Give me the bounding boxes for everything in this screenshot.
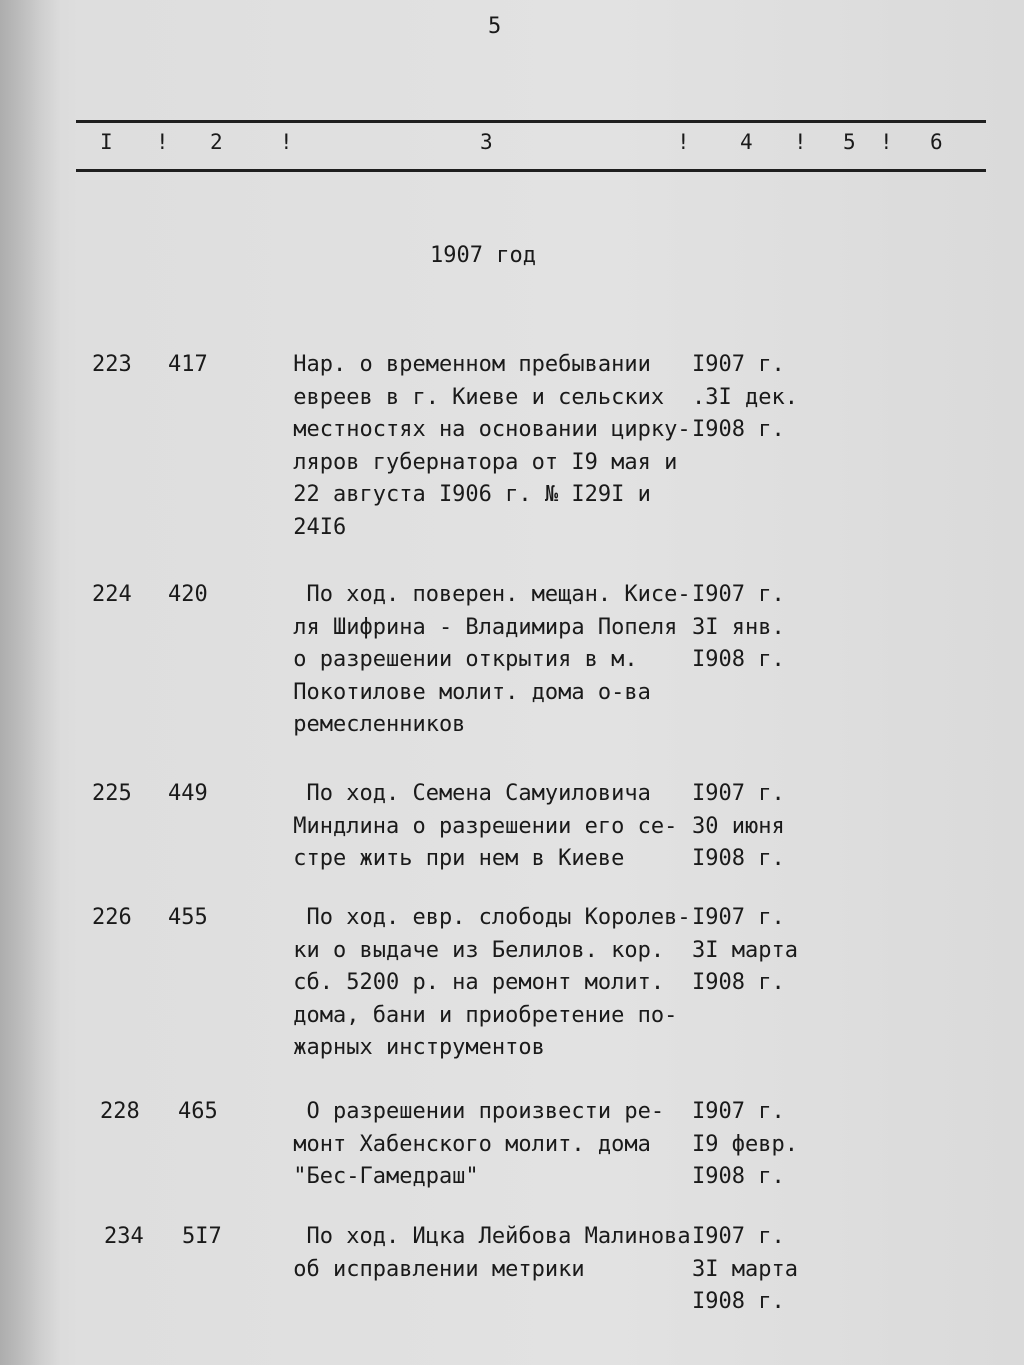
header-separator: ! <box>677 130 690 154</box>
file-number: 465 <box>178 1099 218 1124</box>
header-separator: ! <box>156 130 169 154</box>
header-separator: ! <box>794 130 807 154</box>
file-number: 420 <box>168 582 208 607</box>
entry-dates <box>692 902 822 1000</box>
date-day-month: 3I янв. <box>692 614 785 640</box>
entry-number: 226 <box>92 905 132 930</box>
date-start-year: I907 г. <box>692 352 785 377</box>
entry-description <box>280 1096 690 1194</box>
date-day-month: I9 февр. <box>692 1131 798 1157</box>
header-separator: ! <box>880 130 893 154</box>
description-line: "Бес-Гамедраш" <box>280 1164 479 1189</box>
header-col-6: 6 <box>930 130 943 154</box>
date-start-year: I907 г. <box>692 1099 785 1124</box>
description-line: ляров губернатора от I9 мая и <box>280 449 678 475</box>
date-end-year: I908 г. <box>692 846 785 871</box>
header-separator: ! <box>280 130 293 154</box>
entry-number: 225 <box>92 781 132 806</box>
date-end-year: I908 г. <box>692 1289 785 1314</box>
description-line: ремесленников <box>280 712 466 737</box>
description-line: Нар. о временном пребывании <box>280 352 651 377</box>
description-line: дома, бани и приобретение по- <box>280 1002 678 1028</box>
date-start-year: I907 г. <box>692 1224 785 1249</box>
description-line: 24I6 <box>280 514 347 540</box>
date-end-year: I908 г. <box>692 417 785 442</box>
description-line: евреев в г. Киеве и сельских <box>280 384 665 410</box>
entry-description <box>280 349 690 544</box>
date-start-year: I907 г. <box>692 582 785 607</box>
description-line: монт Хабенского молит. дома <box>280 1131 651 1157</box>
file-number: 5I7 <box>182 1224 222 1249</box>
entry-dates <box>692 579 822 677</box>
date-end-year: I908 г. <box>692 1164 785 1189</box>
page-edge-shadow <box>0 0 60 1365</box>
description-line: По ход. евр. слободы Королев- <box>280 905 691 930</box>
description-line: По ход. Семена Самуиловича <box>280 781 651 806</box>
entry-number: 223 <box>92 352 132 377</box>
date-day-month: 30 июня <box>692 813 785 839</box>
description-line: об исправлении метрики <box>280 1256 585 1282</box>
entry-description <box>280 579 690 742</box>
file-number: 455 <box>168 905 208 930</box>
description-line: жарных инструментов <box>280 1035 545 1060</box>
page-number: 5 <box>488 14 502 39</box>
description-line: стре жить при нем в Киеве <box>280 846 625 871</box>
description-line: Покотилове молит. дома о-ва <box>280 679 651 705</box>
entry-number: 234 <box>104 1224 144 1249</box>
date-end-year: I908 г. <box>692 970 785 995</box>
file-number: 449 <box>168 781 208 806</box>
header-col-3: 3 <box>480 130 493 154</box>
header-col-4: 4 <box>740 130 753 154</box>
entry-description <box>280 1221 690 1286</box>
description-line: О разрешении произвести ре- <box>280 1099 665 1124</box>
date-end-year: I908 г. <box>692 647 785 672</box>
section-title: 1907 год <box>430 243 536 268</box>
entry-dates <box>692 349 822 447</box>
description-line: Миндлина о разрешении его се- <box>280 813 678 839</box>
description-line: местностях на основании цирку- <box>280 417 691 442</box>
description-line: сб. 5200 р. на ремонт молит. <box>280 970 665 995</box>
entry-number: 224 <box>92 582 132 607</box>
date-day-month: .3I дек. <box>692 384 798 410</box>
header-col-5: 5 <box>843 130 856 154</box>
entry-dates <box>692 778 822 876</box>
description-line: 22 августа I906 г. № I29I и <box>280 482 651 507</box>
description-line: ки о выдаче из Белилов. кор. <box>280 937 665 963</box>
entry-number: 228 <box>100 1099 140 1124</box>
entry-description <box>280 778 690 876</box>
entry-dates <box>692 1096 822 1194</box>
header-col-2: 2 <box>210 130 223 154</box>
description-line: По ход. поверен. мещан. Кисе- <box>280 582 691 607</box>
date-start-year: I907 г. <box>692 781 785 806</box>
entry-dates <box>692 1221 822 1319</box>
date-start-year: I907 г. <box>692 905 785 930</box>
header-top-rule <box>76 120 986 123</box>
description-line: По ход. Ицка Лейбова Малинова <box>280 1224 691 1249</box>
description-line: о разрешении открытия в м. <box>280 647 638 672</box>
description-line: ля Шифрина - Владимира Попеля <box>280 614 678 640</box>
header-bottom-rule <box>76 169 986 172</box>
date-day-month: 3I марта <box>692 937 798 963</box>
file-number: 417 <box>168 352 208 377</box>
date-day-month: 3I марта <box>692 1256 798 1282</box>
entry-description <box>280 902 690 1065</box>
header-col-1: I <box>100 130 113 154</box>
